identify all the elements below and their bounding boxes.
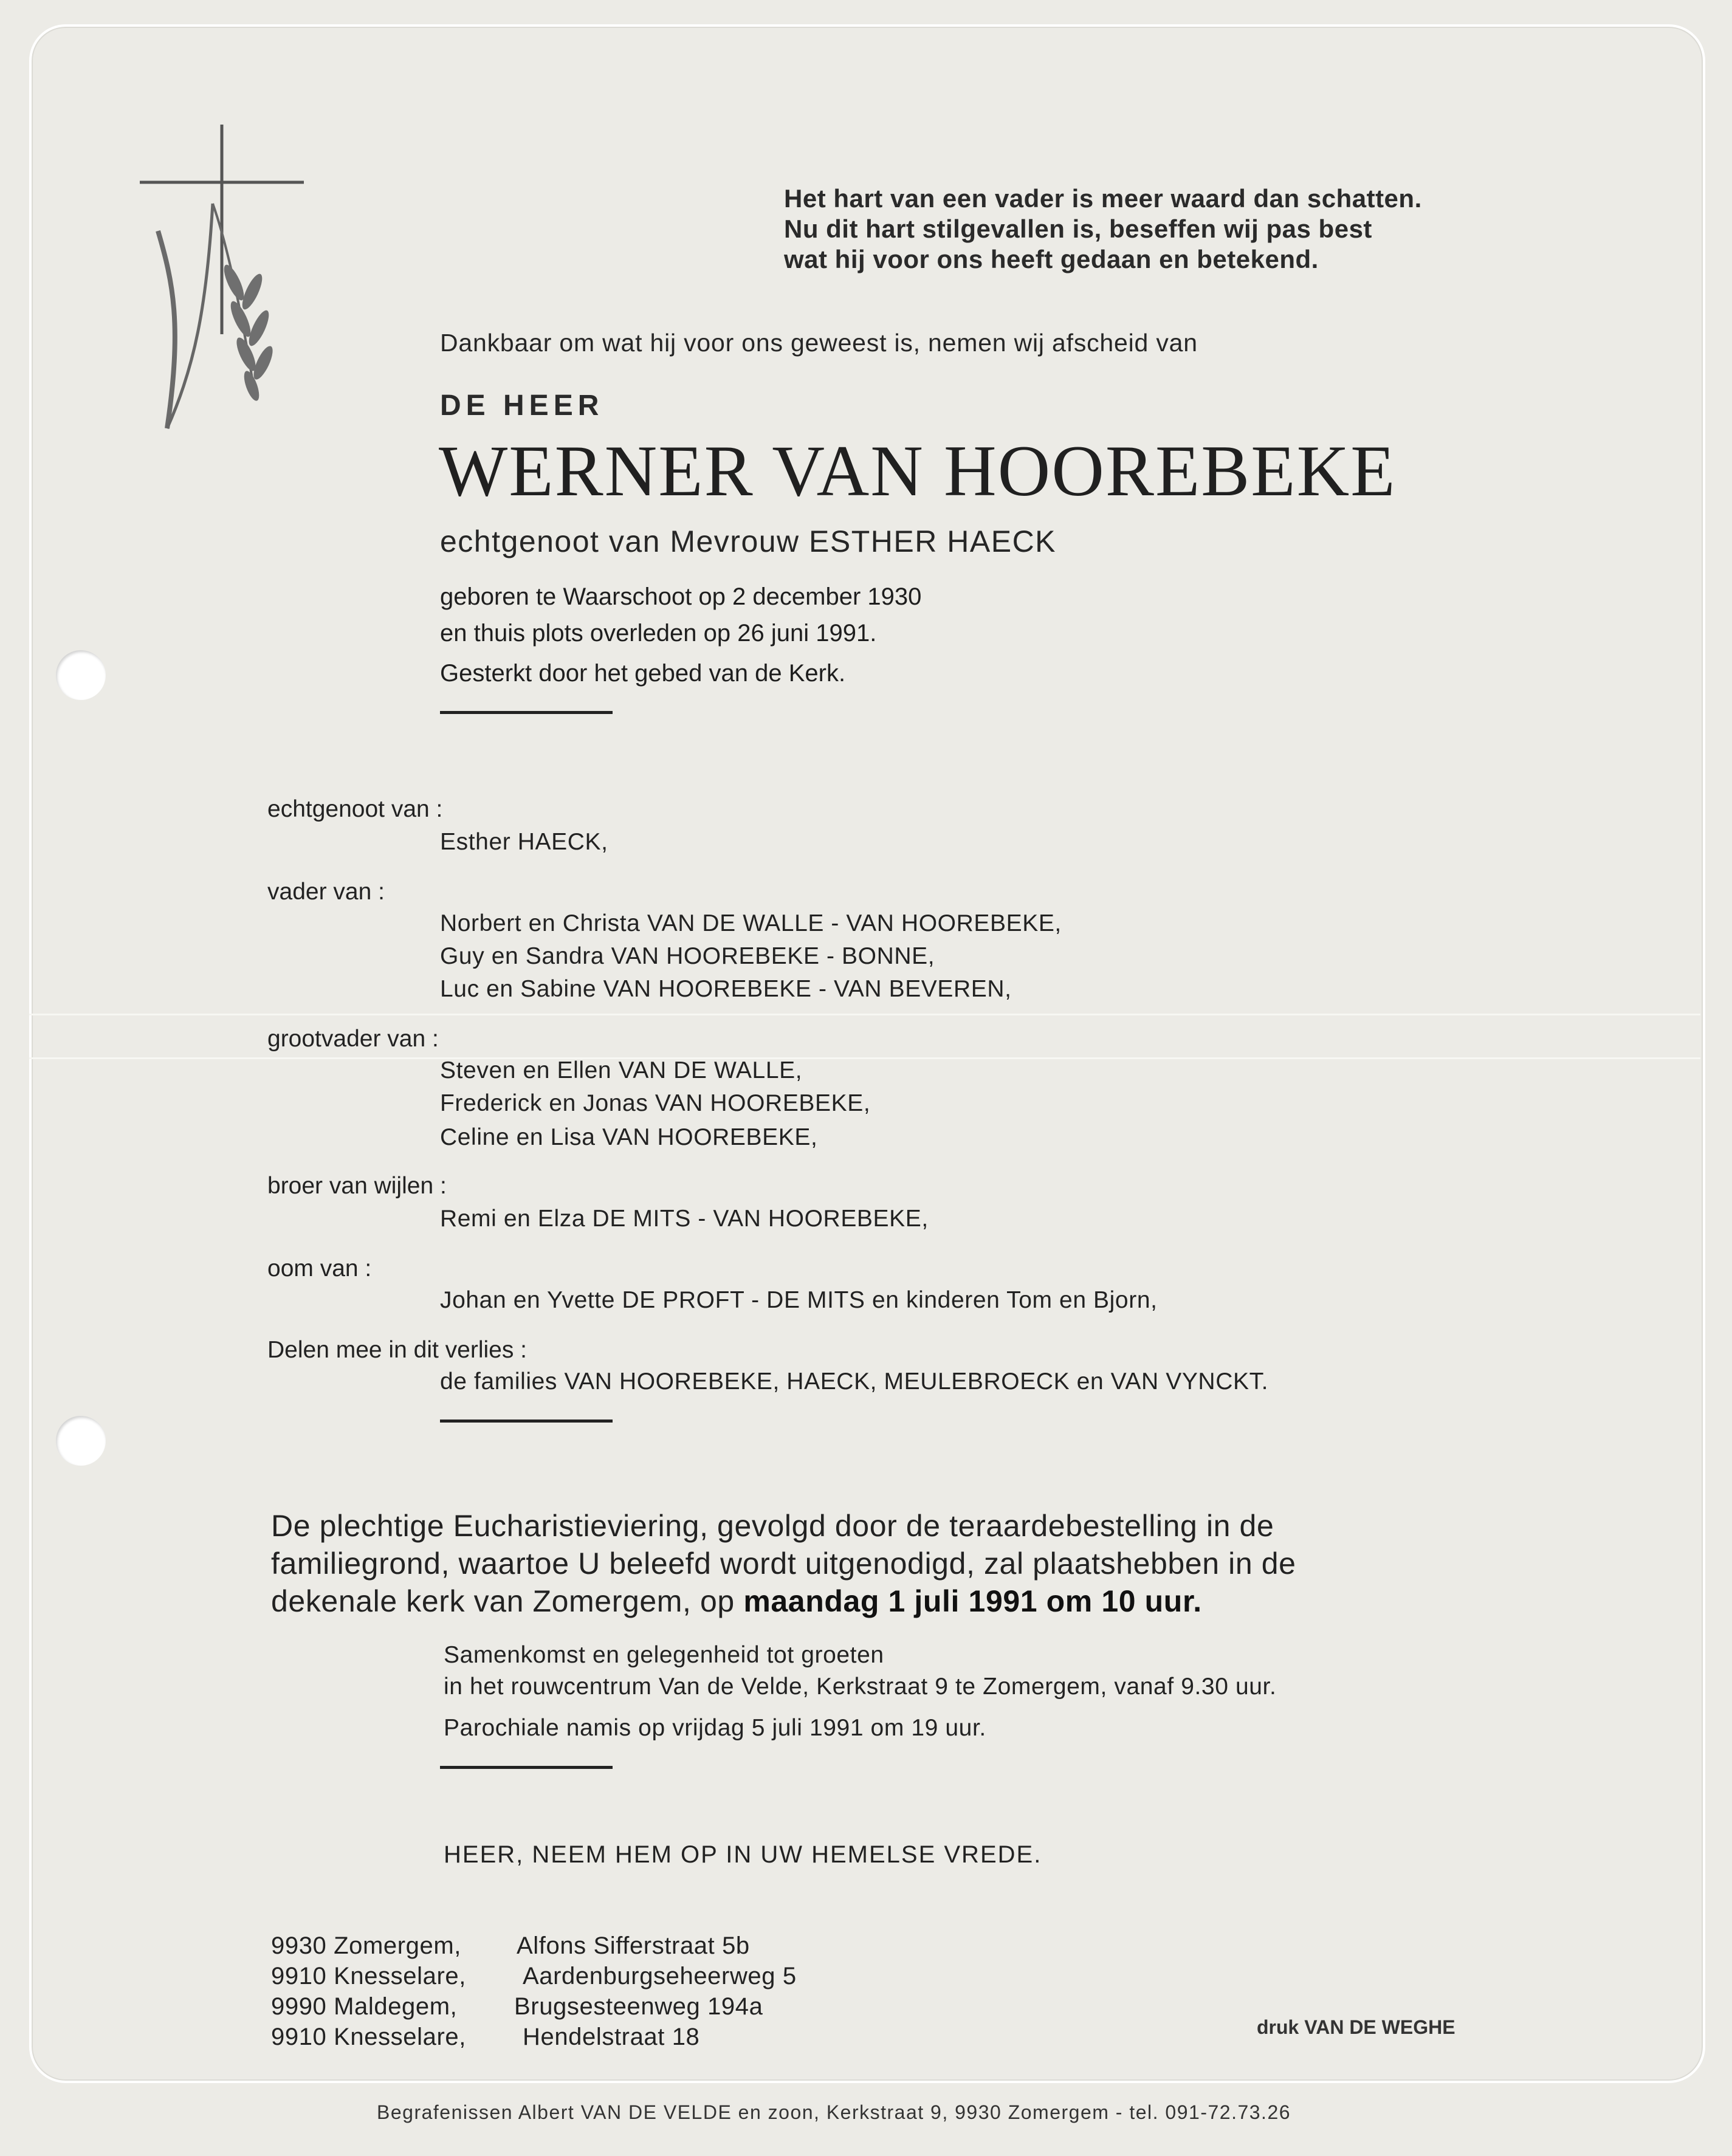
relation-entry: Esther HAECK, <box>440 829 608 855</box>
relation-label: grootvader van : <box>267 1026 439 1052</box>
faith-line: Gesterkt door het gebed van de Kerk. <box>440 660 846 687</box>
gathering-line: Samenkomst en gelegenheid tot groeten <box>444 1642 884 1668</box>
relation-label: Delen mee in dit verlies : <box>267 1337 528 1363</box>
birth-line: geboren te Waarschoot op 2 december 1930 <box>440 583 922 610</box>
address-street: Alfons Sifferstraat 5b <box>517 1932 750 1959</box>
address-place: 9990 Maldegem, <box>271 1993 458 2020</box>
relation-entry: Celine en Lisa VAN HOOREBEKE, <box>440 1124 818 1150</box>
closing-prayer: HEER, NEEM HEM OP IN UW HEMELSE VREDE. <box>444 1841 1042 1868</box>
poem-line: Nu dit hart stilgevallen is, beseffen wij pas best <box>784 215 1372 243</box>
relation-entry: Johan en Yvette DE PROFT - DE MITS en kinderen Tom en Bjorn, <box>440 1287 1158 1313</box>
cross-wheat-icon <box>122 125 328 441</box>
poem <box>784 184 1422 275</box>
relation-entry: Guy en Sandra VAN HOOREBEKE - BONNE, <box>440 943 935 969</box>
binder-hole <box>56 1416 106 1466</box>
relation-entry: Norbert en Christa VAN DE WALLE - VAN HOOREBEKE, <box>440 910 1062 936</box>
poem-line: Het hart van een vader is meer waard dan schatten. <box>784 184 1422 213</box>
address-street: Brugsesteenweg 194a <box>514 1993 763 2020</box>
ceremony-text: dekenale kerk van Zomergem, op <box>271 1584 744 1618</box>
address-street: Aardenburgseheerweg 5 <box>523 1963 797 1989</box>
relation-label: oom van : <box>267 1255 372 1282</box>
relation-label: echtgenoot van : <box>267 796 443 822</box>
relation-label: vader van : <box>267 879 385 905</box>
relation-entry: Steven en Ellen VAN DE WALLE, <box>440 1057 803 1083</box>
fold-line <box>29 1014 1700 1015</box>
ceremony-line: familiegrond, waartoe U beleefd wordt uitgenodigd, zal plaatshebben in de <box>271 1547 1296 1581</box>
divider <box>440 1766 613 1769</box>
address-street: Hendelstraat 18 <box>523 2024 700 2050</box>
ceremony-line: De plechtige Eucharistieviering, gevolgd door de teraardebestelling in de <box>271 1509 1274 1543</box>
address-place: 9930 Zomergem, <box>271 1932 461 1959</box>
spouse-line: echtgenoot van Mevrouw ESTHER HAECK <box>440 524 1057 558</box>
relation-label: broer van wijlen : <box>267 1173 447 1199</box>
intro-text: Dankbaar om wat hij voor ons geweest is, nemen wij afscheid van <box>440 329 1198 357</box>
binder-hole <box>56 650 106 700</box>
divider <box>440 711 613 714</box>
ceremony-date: maandag 1 juli 1991 om 10 uur. <box>743 1584 1202 1618</box>
poem-line: wat hij voor ons heeft gedaan en betekend. <box>784 245 1319 273</box>
printer-credit: druk VAN DE WEGHE <box>1257 2016 1455 2038</box>
divider <box>440 1420 613 1423</box>
deceased-name: WERNER VAN HOOREBEKE <box>439 430 1397 511</box>
title-prefix: DE HEER <box>440 390 604 422</box>
funeral-home-footer: Begrafenissen Albert VAN DE VELDE en zoon, Kerkstraat 9, 9930 Zomergem - tel. 091-72.73.26 <box>377 2101 1291 2123</box>
ceremony-announcement <box>271 1507 1296 1620</box>
relation-entry: Frederick en Jonas VAN HOOREBEKE, <box>440 1090 871 1116</box>
relation-entry: Luc en Sabine VAN HOOREBEKE - VAN BEVEREN, <box>440 976 1012 1002</box>
relation-entry: Remi en Elza DE MITS - VAN HOOREBEKE, <box>440 1206 929 1232</box>
death-line: en thuis plots overleden op 26 juni 1991. <box>440 620 877 647</box>
address-place: 9910 Knesselare, <box>271 2024 466 2050</box>
fold-line <box>29 1057 1700 1059</box>
mass-line: Parochiale namis op vrijdag 5 juli 1991 om 19 uur. <box>444 1715 986 1741</box>
address-place: 9910 Knesselare, <box>271 1963 466 1989</box>
gathering-line: in het rouwcentrum Van de Velde, Kerkstraat 9 te Zomergem, vanaf 9.30 uur. <box>444 1674 1277 1700</box>
ceremony-line <box>271 1582 1296 1620</box>
relation-entry: de families VAN HOOREBEKE, HAECK, MEULEBROECK en VAN VYNCKT. <box>440 1368 1269 1395</box>
